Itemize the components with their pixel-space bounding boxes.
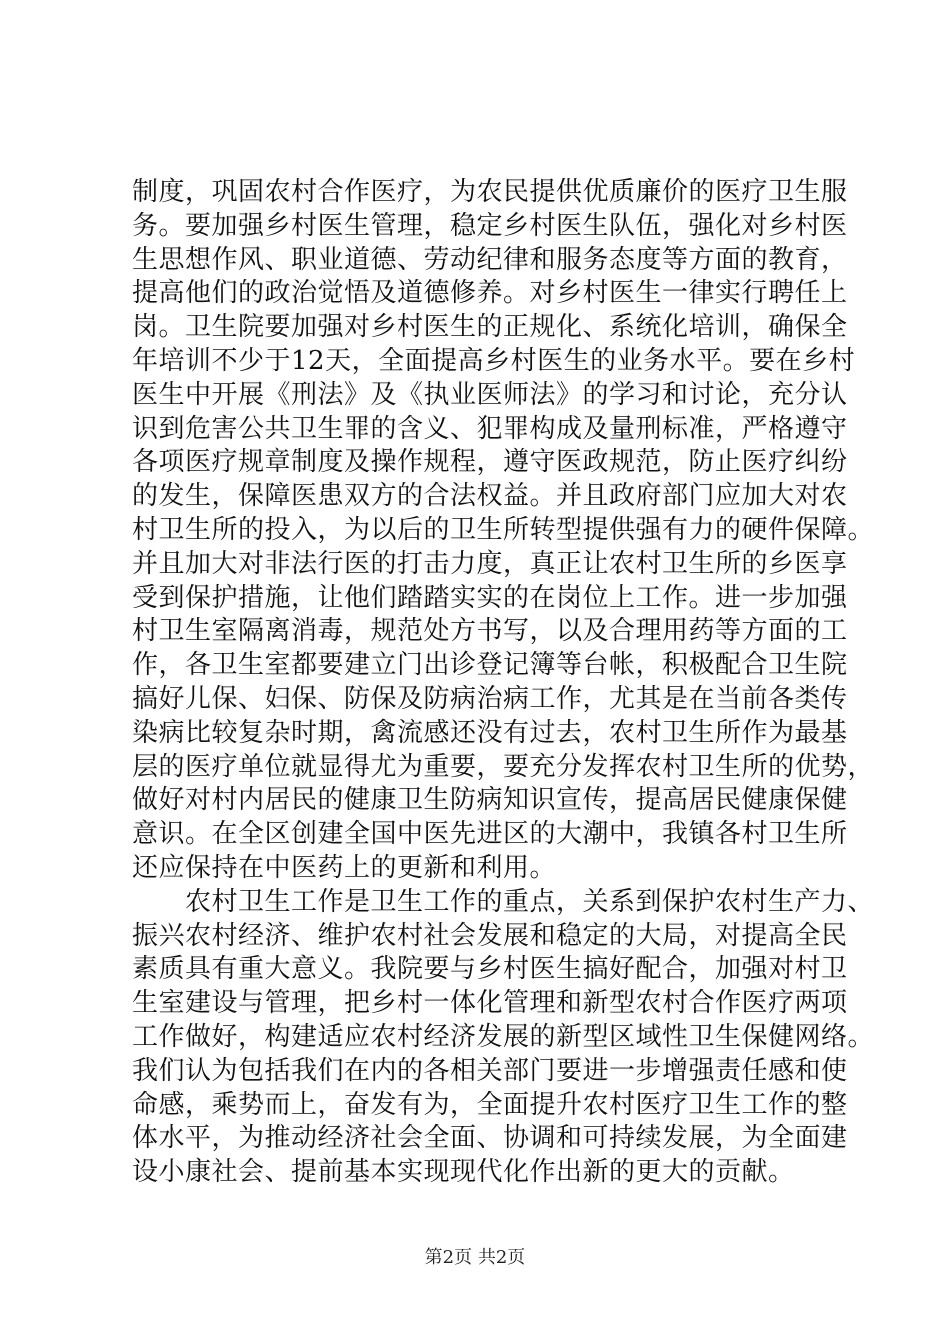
text-line: 命感，乘势而上，奋发有为，全面提升农村医疗卫生工作的整 (132, 1089, 848, 1120)
text-line: 体水平，为推动经济社会全面、协调和可持续发展，为全面建 (132, 1123, 848, 1154)
text-line: 提高他们的政治觉悟及道德修养。对乡村医生一律实行聘任上 (132, 278, 848, 309)
text-line: 识到危害公共卫生罪的含义、犯罪构成及量刑标准，严格遵守 (132, 413, 848, 444)
text-line: 并且加大对非法行医的打击力度，真正让农村卫生所的乡医享 (132, 548, 848, 579)
page-number-footer: 第2页 共2页 (424, 1247, 526, 1268)
text-line: 设小康社会、提前基本实现现代化作出新的更大的贡献。 (132, 1157, 795, 1188)
text-line: 层的医疗单位就显得尤为重要，要充分发挥农村卫生所的优势， (132, 751, 875, 782)
text-line: 作，各卫生室都要建立门出诊登记簿等台帐，积极配合卫生院 (132, 650, 848, 681)
text-line: 年培训不少于12天，全面提高乡村医生的业务水平。要在乡村 (132, 345, 856, 376)
text-line: 务。要加强乡村医生管理，稳定乡村医生队伍，强化对乡村医 (132, 210, 848, 241)
text-line: 振兴农村经济、维护农村社会发展和稳定的大局，对提高全民 (132, 920, 848, 951)
text-line: 染病比较复杂时期，禽流感还没有过去，农村卫生所作为最基 (132, 717, 848, 748)
text-line: 的发生，保障医患双方的合法权益。并且政府部门应加大对农 (132, 481, 848, 512)
text-line: 农村卫生工作是卫生工作的重点，关系到保护农村生产力、 (132, 886, 875, 917)
text-line: 素质具有重大意义。我院要与乡村医生搞好配合，加强对村卫 (132, 954, 848, 985)
text-line: 工作做好，构建适应农村经济发展的新型区域性卫生保健网络。 (132, 1021, 875, 1052)
text-line: 村卫生所的投入，为以后的卫生所转型提供强有力的硬件保障。 (132, 514, 875, 545)
text-line: 搞好儿保、妇保、防保及防病治病工作，尤其是在当前各类传 (132, 683, 848, 714)
text-line: 医生中开展《刑法》及《执业医师法》的学习和讨论，充分认 (132, 379, 848, 410)
text-line: 各项医疗规章制度及操作规程，遵守医政规范，防止医疗纠纷 (132, 447, 848, 478)
document-body (132, 176, 875, 1190)
text-line: 村卫生室隔离消毒，规范处方书写，以及合理用药等方面的工 (132, 616, 848, 647)
text-line: 生思想作风、职业道德、劳动纪律和服务态度等方面的教育， (132, 244, 848, 275)
text-line: 受到保护措施，让他们踏踏实实的在岗位上工作。进一步加强 (132, 582, 848, 613)
text-line: 做好对村内居民的健康卫生防病知识宣传，提高居民健康保健 (132, 785, 848, 816)
text-line: 还应保持在中医药上的更新和利用。 (132, 852, 557, 883)
text-line: 生室建设与管理，把乡村一体化管理和新型农村合作医疗两项 (132, 988, 848, 1019)
text-line: 我们认为包括我们在内的各相关部门要进一步增强责任感和使 (132, 1055, 848, 1086)
text-line: 制度，巩固农村合作医疗，为农民提供优质廉价的医疗卫生服 (132, 177, 848, 207)
text-line: 岗。卫生院要加强对乡村医生的正规化、系统化培训，确保全 (132, 312, 848, 343)
text-line: 意识。在全区创建全国中医先进区的大潮中，我镇各村卫生所 (132, 819, 848, 850)
